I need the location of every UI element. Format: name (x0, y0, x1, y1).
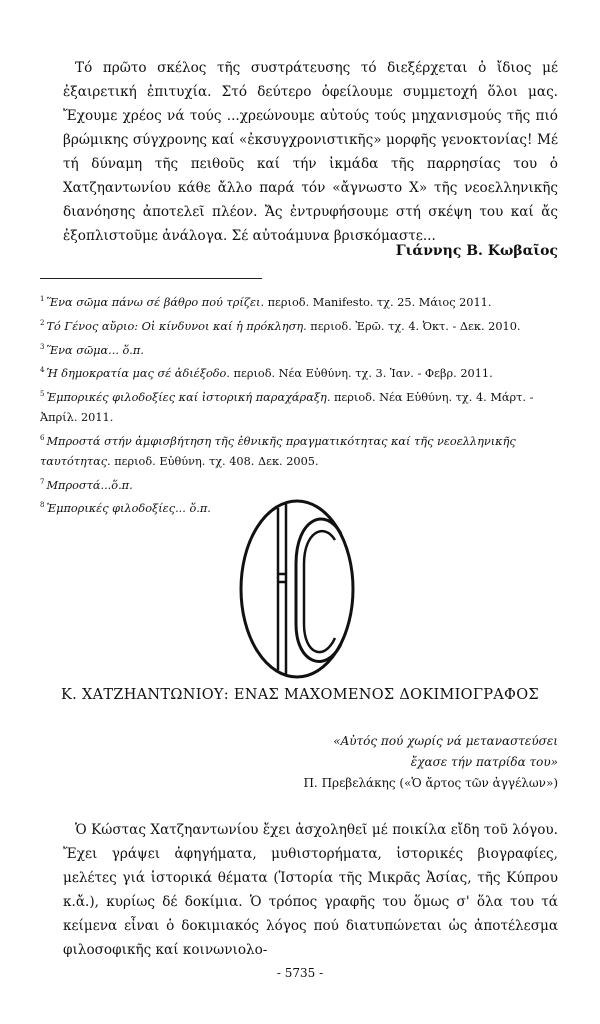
footnote-title: Ἐμπορικές φιλοδοξίες... ὅ.π. (46, 502, 211, 516)
footnote-item (40, 384, 558, 428)
footnote-number: 2 (40, 318, 45, 327)
footnote-source: . περιοδ. Νέα Εὐθύνη. τχ. 3. Ἰαν. - Φεβρ. 2011. (226, 367, 493, 381)
page-number: - 5735 - (276, 966, 324, 980)
epigraph-attribution: Π. Πρεβελάκης («Ὁ ἄρτος τῶν ἀγγέλων») (303, 776, 558, 790)
footnote-source: . περιοδ. Νέα Εὐθύνη. τχ. 4. Μάρτ. - Ἀπρίλ. 2011. (40, 390, 534, 424)
footnote-title: Τό Γένος αὔριο: Οἱ κίνδυνοι καί ἡ πρόκληση (46, 319, 304, 333)
footnote-item (40, 428, 558, 472)
footnote-item (40, 472, 558, 496)
footnotes-list (40, 289, 558, 519)
footnote-title: Μπροστά στήν ἀμφισβήτηση τῆς ἐθνικῆς πραγματικότητας καί τῆς νεοελληνικῆς ταυτότητας (40, 434, 516, 468)
footnote-number: 8 (40, 501, 45, 510)
monogram-logo-icon (238, 498, 356, 680)
footnote-source: . περιοδ. Ἐρῶ. τχ. 4. Ὀκτ. - Δεκ. 2010. (303, 319, 521, 333)
footnote-source: . περιοδ. Manifesto. τχ. 25. Μάιος 2011. (260, 295, 492, 309)
footnote-number: 7 (40, 477, 45, 486)
epigraph-line-2: ἔχασε τήν πατρίδα του» (410, 755, 558, 769)
footnote-title: Ἕνα σῶμα πάνω σέ βάθρο πού τρίζει (46, 295, 261, 309)
body-paragraph-2: Ὁ Κώστας Χατζηαντωνίου ἔχει ἀσχοληθεῖ μέ ποικίλα εἴδη τοῦ λόγου. Ἔχει γράψει ἀφηγήματα, μυθιστορήματα, ἱστορικές βιογραφίες, μελέτες γιά ἱστορικά θέματα (Ἱστορία τῆς Μικρᾶς Ἀσίας, τῆς Κύπρου κ.ἄ.), κυρίως δέ δοκίμια. Ὁ τρόπος γραφῆς του ὅμως σ' ὅλα του τά κείμενα εἶναι ὁ δοκιμιακός λόγος πού διατυπώνεται ὡς ἀποτέλεσμα φιλοσοφικῆς καί κοινωνιολο- (63, 822, 558, 958)
footnote-number: 6 (40, 433, 45, 442)
footnote-item (40, 289, 558, 313)
footnote-number: 4 (40, 366, 45, 375)
footnote-number: 3 (40, 342, 45, 351)
footnote-source: . περιοδ. Εὐθύνη. τχ. 408. Δεκ. 2005. (107, 454, 319, 468)
footnote-item (40, 313, 558, 337)
epigraph (303, 731, 558, 794)
footnote-title: Ἕνα σῶμα... ὅ.π. (46, 343, 144, 357)
epigraph-line-1: «Αὐτός πού χωρίς νά μεταναστεύσει (333, 734, 558, 748)
footnote-separator (40, 278, 262, 279)
author-signature: Γιάννης Β. Κωβαῖος (395, 243, 558, 259)
footnote-title: Ἐμπορικές φιλοδοξίες καί ἱστορική παραχάραξη (46, 390, 327, 404)
section-heading: Κ. ΧΑΤΖΗΑΝΤΩΝΙΟΥ: ΕΝΑΣ ΜΑΧΟΜΕΝΟΣ ΔΟΚΙΜΙΟΓΡΑΦΟΣ (61, 687, 539, 703)
footnote-item (40, 360, 558, 384)
footnote-number: 1 (40, 295, 45, 303)
footnote-item (40, 337, 558, 361)
footnote-title: Ἡ δημοκρατία μας σέ ἀδιέξοδο (46, 367, 227, 381)
body-paragraph-1: Τό πρῶτο σκέλος τῆς συστράτευσης τό διεξέρχεται ὁ ἴδιος μέ ἐξαιρετική ἐπιτυχία. Στό δεύτερο ὀφείλουμε συμμετοχή ὅλοι μας. Ἔχουμε χρέος νά τούς ...χρεώνουμε αὐτούς τούς μηχανισμούς τῆς πιό βρώμικης σύγχρονης καί «ἐκσυγχρονιστικῆς» μορφῆς γενοκτονίας! Μέ τή δύναμη τῆς πειθοῦς καί τήν ἰκμάδα τῆς παρρησίας του ὁ Χατζηαντωνίου κάθε ἄλλο παρά τόν «ἄγνωστο Χ» τῆς νεοελληνικῆς διανόησης ἀποτελεῖ πλέον. Ἄς ἐντρυφήσουμε στή σκέψη του καί ἄς ἐξοπλιστοῦμε ἀνάλογα. Σέ αὐτοάμυνα βρισκόμαστε... (63, 60, 558, 244)
footnote-number: 5 (40, 390, 45, 399)
footnote-title: Μπροστά...ὅ.π. (46, 478, 133, 492)
